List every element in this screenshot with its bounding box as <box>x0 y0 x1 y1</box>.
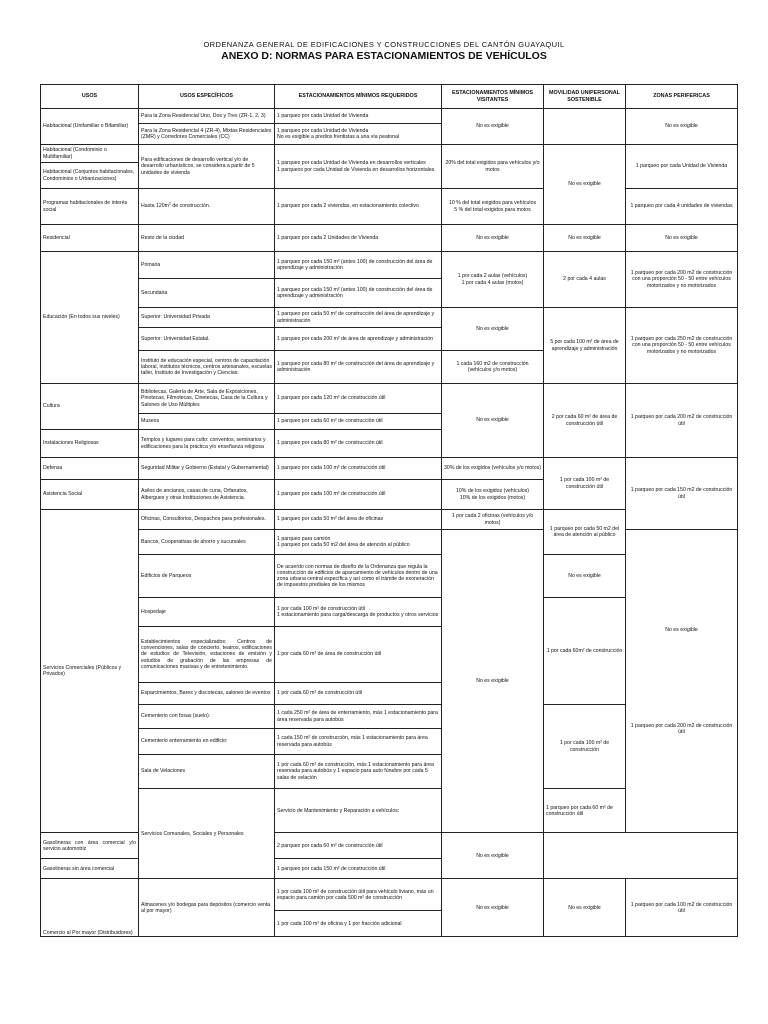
cell-uso-especifico: Para la Zona Residencial 4 (ZR-4), Mixtas Residenciales (ZMR) y Corredores Comerciales (CC) <box>139 124 275 145</box>
table-row <box>41 308 738 328</box>
ordinance-title: ORDENANZA GENERAL DE EDIFICACIONES Y CONSTRUCCIONES DEL CANTÓN GUAYAQUIL <box>203 40 565 49</box>
cell-usos: Programas habitacionales de interés social <box>41 189 139 225</box>
cell-movilidad: No es exigible <box>544 879 626 937</box>
cell-visitantes <box>442 480 544 510</box>
visitor-line: 1 por cada 2 aulas (vehículos) <box>457 273 528 280</box>
cell-zonas: 1 parqueo por cada Unidad de Vivienda <box>626 145 738 189</box>
visitor-line: 10 % del total exigidos para vehículos <box>448 200 537 207</box>
cell-movilidad: No es exigible <box>544 225 626 252</box>
cell-requerido: 1 por cada 60 m² de área de construcción útil <box>275 627 442 683</box>
parking-norms-table <box>40 84 738 937</box>
cell-uso-especifico: Superior: Universidad Estatal. <box>139 328 275 351</box>
cell-usos: Servicios Comerciales (Públicos y Privados) <box>41 510 139 833</box>
cell-visitantes: No es exigible <box>442 308 544 351</box>
cell-visitantes: No es exigible <box>442 225 544 252</box>
cell-usos: Defensa <box>41 458 139 480</box>
cell-requerido: 1 parqueo por cada 60 m² de construcción útil <box>275 414 442 430</box>
cell-uso-especifico: Primaria <box>139 252 275 279</box>
cell-uso-especifico: Instituto de educación especial, centros de capacitación laboral, institutos técnicos, centros artesanales, escuelas taller, Instituto de Investigación y Ciencias: <box>139 351 275 384</box>
col-header-usos: USOS <box>41 85 139 109</box>
cell-movilidad: 1 por cada 100 m² de construcción <box>544 705 626 789</box>
table-row <box>41 879 738 911</box>
table-row <box>41 109 738 124</box>
requirement-line: 1 parqueo por cada Unidad de Vivienda en desarrollos verticales <box>277 160 426 167</box>
cell-zonas <box>626 530 738 833</box>
table-row <box>41 384 738 414</box>
cell-requerido: 1 parqueo por cada 150 m² (antes 100) de construcción del área de aprendizaje y administración <box>275 252 442 279</box>
requirement-line: 1 parqueo para camión <box>277 535 331 542</box>
cell-requerido <box>275 598 442 627</box>
cell-uso-especifico: Gasolineras con área comercial y/o servicio automotriz <box>41 833 139 859</box>
table-header-row <box>41 85 738 109</box>
table-row <box>41 225 738 252</box>
cell-visitantes: No es exigible <box>442 109 544 145</box>
cell-requerido: 1 parqueo por cada 2 Unidades de Vivienda <box>275 225 442 252</box>
cell-movilidad: 1 por cada 100 m² de construcción útil <box>544 458 626 510</box>
cell-uso-especifico: Gasolineras sin área comercial <box>41 859 139 879</box>
cell-requerido: 2 parqueo por cada 60 m² de construcción útil <box>275 833 442 859</box>
cell-movilidad: 5 por cada 100 m² de área de aprendizaje y administración <box>544 308 626 384</box>
cell-movilidad: No es exigible <box>544 555 626 598</box>
cell-requerido: 1 parqueo por cada 2 viviendas, en estacionamiento colectivo <box>275 189 442 225</box>
cell-usos: Habitacional (Unifamiliar o Bifamiliar) <box>41 109 139 145</box>
cell-visitantes: 1 cada 160 m2 de construcción (vehículos y/o motos) <box>442 351 544 384</box>
cell-zonas: 1 parqueo por cada 100 m2 de construcción útil <box>626 879 738 937</box>
cell-uso-especifico: Servicio de Mantenimiento y Reparación a vehículos: <box>275 789 442 833</box>
col-header-movilidad: MOVILIDAD UNIPERSONAL SOSTENIBLE <box>544 85 626 109</box>
table-row <box>41 252 738 279</box>
cell-requerido: 1 parqueo por cada 100 m² de construcción útil <box>275 480 442 510</box>
table-row <box>41 458 738 480</box>
cell-movilidad: 1 parqueo por cada 50 m2 del área de atención al público <box>544 510 626 555</box>
requirement-line: 1 estacionamiento para carga/descarga de productos y otros servicios <box>277 612 439 618</box>
cell-usos: Servicios Comunales, Sociales y Personales <box>139 789 275 879</box>
cell-movilidad: No es exigible <box>544 145 626 225</box>
cell-uso-especifico <box>139 189 275 225</box>
cell-uso-especifico: Templos y lugares para culto: conventos, seminarios y edificaciones para la práctica y/o enseñanza religiosa <box>139 430 275 458</box>
cell-usos: Instalaciones Religiosas <box>41 430 139 458</box>
document-header <box>0 40 768 63</box>
cell-requerido: 1 parqueo por cada 100 m² de construcción útil <box>275 458 442 480</box>
cell-uso-especifico: Cementerio enterramiento en edificio: <box>139 729 275 755</box>
requirement-line: No es exigible a predios frentistas a una vía peatonal <box>277 134 399 140</box>
cell-requerido <box>275 530 442 555</box>
cell-visitantes: 30% de los exigidos (vehículos y/o motos) <box>442 458 544 480</box>
cell-zonas: 1 parqueo por cada 200 m2 de construcción con una proporción 50 - 50 entre vehículos motorizados y no motorizados <box>626 252 738 308</box>
cell-usos: Cultura <box>41 384 139 430</box>
col-header-minimos-requeridos: ESTACIONAMIENTOS MÍNIMOS REQUERIDOS <box>275 85 442 109</box>
cell-requerido: 1 parqueo por cada 200 m² de área de aprendizaje y administración <box>275 328 442 351</box>
cell-movilidad <box>544 109 626 145</box>
cell-uso-especifico: Resto de la ciudad <box>139 225 275 252</box>
cell-uso-especifico: Sala de Velaciones <box>139 755 275 789</box>
cell-requerido <box>275 145 442 189</box>
cell-usos: Asistencia Social <box>41 480 139 510</box>
cell-requerido: 1 por cada 100 m² de oficina y 1 por fracción adicional <box>275 911 442 937</box>
col-header-usos-especificos: USOS ESPECÍFICOS <box>139 85 275 109</box>
cell-requerido: 1 parqueo por cada Unidad de Vivienda <box>275 109 442 124</box>
requirement-line: 1 parqueo por cada 50 m2 del área de atención al público <box>277 542 410 548</box>
cell-requerido: 1 parqueo por cada 80 m² de construcción útil <box>275 430 442 458</box>
cell-movilidad: 2 por cada 4 aulas <box>544 252 626 308</box>
col-header-minimos-visitantes: ESTACIONAMIENTOS MÍNIMOS VISITANTES <box>442 85 544 109</box>
table-row <box>41 189 738 225</box>
cell-visitantes: No es exigible <box>442 384 544 458</box>
cell-uso-especifico: Superior: Universidad Privada <box>139 308 275 328</box>
cell-uso-especifico: Oficinas, Consultorios, Despachos para profesionales. <box>139 510 275 530</box>
cell-usos: Comercio al Por mayor (Distribuidores) <box>41 879 139 937</box>
cell-uso-especifico: Bancos, Cooperativas de ahorro y sucursales <box>139 530 275 555</box>
cell-uso-especifico: Esparcimientos, Bares y discotecas, salones de eventos <box>139 683 275 705</box>
cell-requerido: 1 parqueo por cada 80 m² de construcción del área de aprendizaje y administración <box>275 351 442 384</box>
cell-requerido: 1 parqueo por cada 50 m² de construcción del área de aprendizaje y administración <box>275 308 442 328</box>
area-unit-superscript: 2 <box>168 201 171 206</box>
cell-uso-especifico: Secundaria <box>139 279 275 308</box>
cell-usos: Habitacional (Conjuntos habitacionales, Condominios o Urbanizaciones) <box>41 163 139 189</box>
cell-usos: Residencial <box>41 225 139 252</box>
annex-title: ANEXO D: NORMAS PARA ESTACIONAMIENTOS DE VEHÍCULOS <box>221 50 547 62</box>
cell-requerido: 1 parqueo por cada 120 m² de construcción útil <box>275 384 442 414</box>
cell-uso-especifico: Hospedaje <box>139 598 275 627</box>
cell-movilidad: 2 por cada 60 m² de área de construcción útil <box>544 384 626 458</box>
cell-zonas: No es exigible <box>626 225 738 252</box>
cell-usos: Habitacional (Condominio o Multifamiliar) <box>41 145 139 163</box>
visitor-line: 1 por cada 4 aulas (motos) <box>461 279 524 286</box>
cell-movilidad: 1 por cada 60m² de construcción <box>544 598 626 705</box>
cell-zonas: 1 parqueo por cada 250 m2 de construcción con una proporción 50 - 50 entre vehículos motorizados y no motorizados <box>626 308 738 384</box>
cell-requerido: 1 parqueo por cada 150 m² (antes 100) de construcción del área de aprendizaje y administración <box>275 279 442 308</box>
cell-uso-especifico: Para la Zona Residencial Uno, Dos y Tres (ZR-1, 2, 3) <box>139 109 275 124</box>
cell-visitantes <box>442 252 544 308</box>
table-row <box>41 145 738 163</box>
cell-uso-especifico: Museos <box>139 414 275 430</box>
cell-visitantes: No es exigible <box>442 879 544 937</box>
zonas-servicios: 1 parqueo por cada 200 m2 de construcción útil <box>630 723 733 736</box>
cell-zonas: 1 parqueo por cada 200 m2 de construcción útil <box>626 384 738 458</box>
cell-requerido: 1 por cada 100 m² de construcción útil para vehículo liviano, más un espacio para camión por cada 500 m² de construcción <box>275 879 442 911</box>
cell-requerido: 1 cada 150 m² de construcción, más 1 estacionamiento para área reservada para autobús <box>275 729 442 755</box>
cell-uso-especifico: Bibliotecas, Galería de Arte, Sala de Exposiciones, Pinotecas, Filmotecas, Cinetecas, Casa de la Cultura y Salones de Uso Múltiples <box>139 384 275 414</box>
cell-requerido: 1 parqueo por cada 60 m² de construcción útil <box>544 789 626 833</box>
requirement-line: 1 parqueos por cada Unidad de Vivienda en desarrollos horizontales <box>277 166 435 173</box>
cell-requerido: 1 por cada 60 m² de construcción, más 1 estacionamiento para área reservada para autobús y 1 espacio para auto fúnebre por cada 5 salas de velación <box>275 755 442 789</box>
cell-visitantes: No es exigible <box>442 530 544 833</box>
requirement-line: 1 por cada 100 m² de construcción útil <box>277 605 365 612</box>
table-row <box>41 530 738 555</box>
cell-uso-especifico: Almacenes y/o bodegas para depósitos (comercio venta al por mayor) <box>139 879 275 937</box>
cell-uso-especifico: Edificios de Parqueos <box>139 555 275 598</box>
cell-visitantes <box>442 189 544 225</box>
cell-uso-especifico: Asilos de ancianos, casas de cuna, Orfanatos, Albergues y otras Instituciones de Asistencia. <box>139 480 275 510</box>
cell-uso-especifico: Para edificaciones de desarrollo vertical y/o de desarrollo urbanísticos, se considera a partir de 5 unidades de vivienda <box>139 145 275 189</box>
visitor-line: 10% de los exigidos (motos) <box>459 494 526 501</box>
cell-requerido: 1 parqueo por cada 50 m² del área de oficinas <box>275 510 442 530</box>
zonas-parqueos: No es exigible <box>665 626 698 633</box>
area-text: Hasta 120m <box>141 203 169 210</box>
requirement-line: 1 parqueo por cada Unidad de Vivienda <box>277 127 369 134</box>
cell-movilidad: No es exigible <box>442 833 544 879</box>
cell-visitantes: 1 por cada 2 oficinas (vehículos y/o motos) <box>442 510 544 530</box>
visitor-line: 10% de los exigidos (vehículos) <box>456 488 529 495</box>
cell-zonas: 1 parqueo por cada 150 m2 de construcción útil <box>626 458 738 530</box>
cell-requerido: 1 por cada 60 m² de construcción útil <box>275 683 442 705</box>
cell-uso-especifico: Seguridad Militar y Gobierno (Estatal y Gubernamental) <box>139 458 275 480</box>
cell-requerido: De acuerdo con normas de diseño de la Ordenanza que regula la construcción de edificios de aparcamiento de vehículos dentro de una zona urbana central específica y así como el trámite de exoneración de impuestos prediales de los mismos <box>275 555 442 598</box>
cell-usos: Educación (En todos sus niveles) <box>41 252 139 384</box>
area-text-tail: de construcción. <box>170 203 211 210</box>
cell-requerido: 1 parqueo por cada 150 m² de construcción útil <box>275 859 442 879</box>
cell-requerido <box>275 124 442 145</box>
cell-requerido: 1 cada 250 m² de área de enterramiento, más 1 estacionamiento para área reservada para autobús <box>275 705 442 729</box>
col-header-zonas: ZONAS PERIFERICAS <box>626 85 738 109</box>
visitor-line: 5 % del total exigidos para motos <box>454 206 531 213</box>
cell-uso-especifico: Cementerio con fosas (suelo): <box>139 705 275 729</box>
cell-zonas: No es exigible <box>626 109 738 145</box>
cell-visitantes: 20% del total exigidos para vehículos y/o motos <box>442 145 544 189</box>
cell-uso-especifico: Establecimientos especializados: Centros de convenciones, salas de concierto, teatros, edificaciones de estudios de Televisión, estaciones de emisión y estudios de grabación de las empresas de comunicaciones masivas y de entretenimiento. <box>139 627 275 683</box>
cell-zonas: 1 parqueo por cada 4 unidades de viviendas <box>626 189 738 225</box>
